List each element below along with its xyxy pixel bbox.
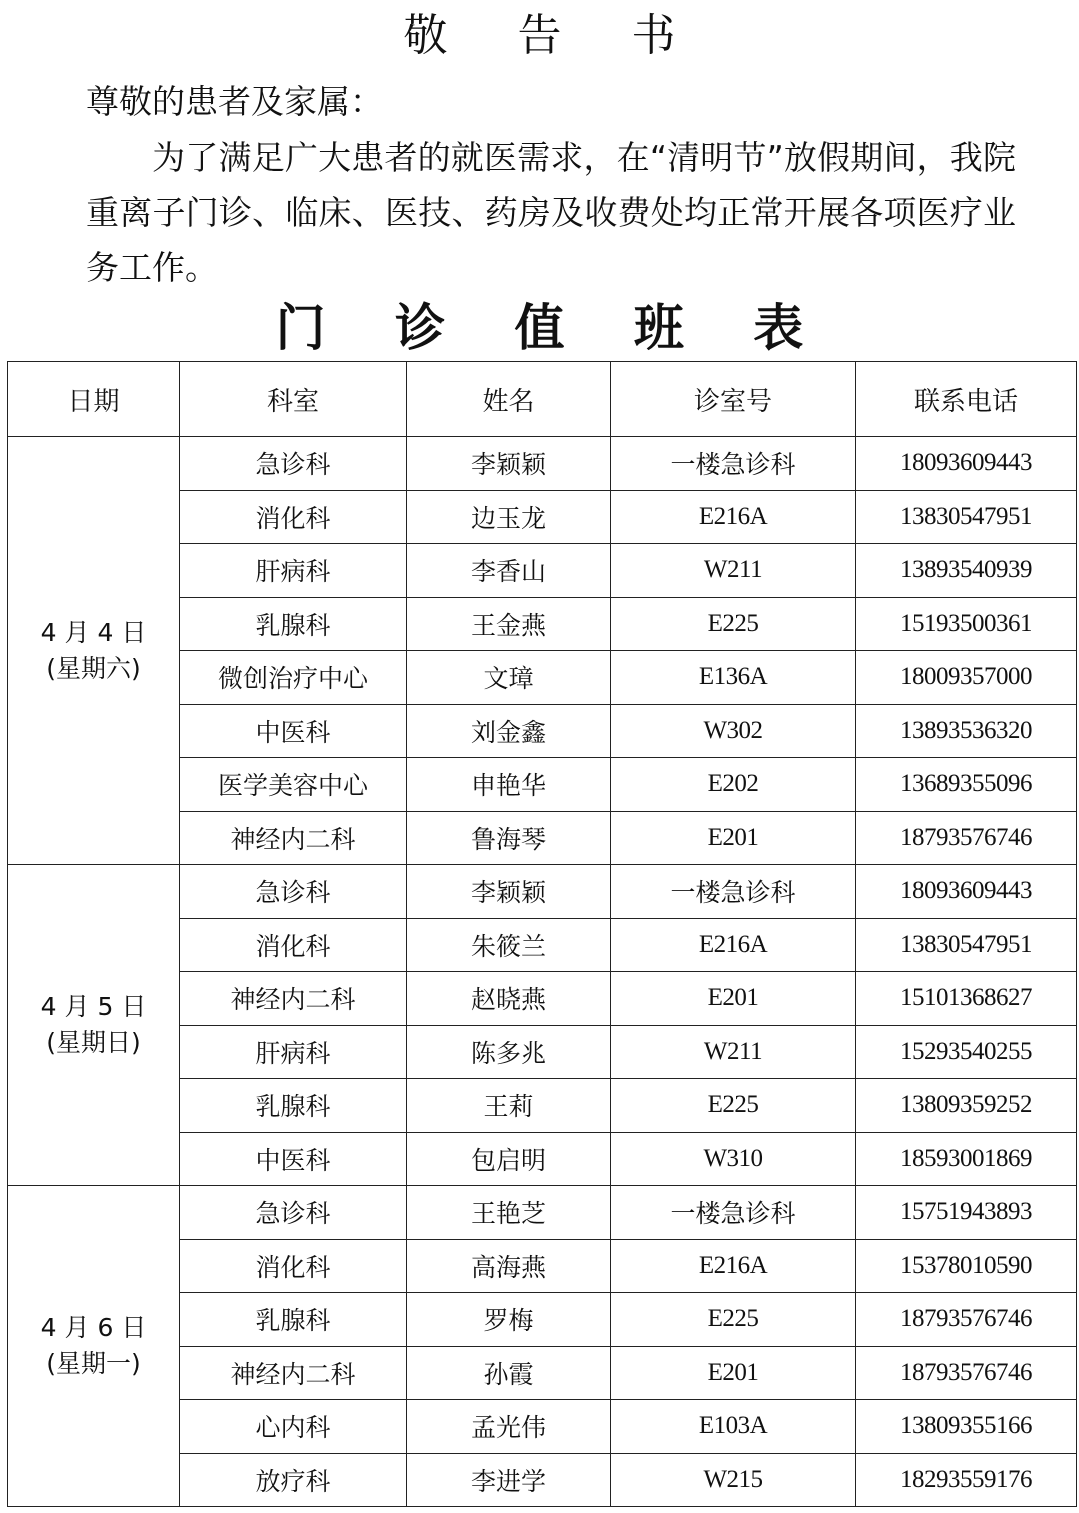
room-cell: 一楼急诊科 (611, 865, 856, 919)
room-cell: W310 (611, 1132, 856, 1186)
room-cell: E225 (611, 1293, 856, 1347)
room-cell: E202 (611, 758, 856, 812)
room-cell: 一楼急诊科 (611, 1186, 856, 1240)
room-cell: W211 (611, 1025, 856, 1079)
department-cell: 神经内二科 (180, 972, 407, 1026)
room-cell: E136A (611, 651, 856, 705)
room-cell: W215 (611, 1453, 856, 1507)
notice-body-text: 为了满足广大患者的就医需求，在“清明节”放假期间，我院重离子门诊、临床、医技、药房及收费处均正常开展各项医疗业务工作。 (86, 138, 1016, 287)
department-cell: 中医科 (180, 704, 407, 758)
header-phone: 联系电话 (856, 362, 1077, 437)
name-cell: 边玉龙 (407, 490, 611, 544)
name-cell: 王金燕 (407, 597, 611, 651)
phone-cell: 18793576746 (856, 1346, 1077, 1400)
department-cell: 乳腺科 (180, 1079, 407, 1133)
phone-cell: 15293540255 (856, 1025, 1077, 1079)
name-cell: 李进学 (407, 1453, 611, 1507)
name-cell: 包启明 (407, 1132, 611, 1186)
department-cell: 中医科 (180, 1132, 407, 1186)
name-cell: 王莉 (407, 1079, 611, 1133)
department-cell: 肝病科 (180, 544, 407, 598)
name-cell: 李香山 (407, 544, 611, 598)
table-row (8, 1186, 1077, 1240)
table-body (8, 437, 1077, 1507)
room-cell: E216A (611, 1239, 856, 1293)
name-cell: 王艳芝 (407, 1186, 611, 1240)
date-cell (8, 1186, 180, 1507)
phone-cell: 18593001869 (856, 1132, 1077, 1186)
department-cell: 神经内二科 (180, 811, 407, 865)
date-label: 4 月 6 日 (40, 1313, 147, 1342)
salutation: 尊敬的患者及家属： (86, 82, 383, 121)
room-cell: E201 (611, 972, 856, 1026)
phone-cell: 13689355096 (856, 758, 1077, 812)
department-cell: 微创治疗中心 (180, 651, 407, 705)
weekday-label: (星期日) (46, 1028, 141, 1057)
table-row (8, 437, 1077, 491)
date-cell (8, 865, 180, 1186)
department-cell: 放疗科 (180, 1453, 407, 1507)
room-cell: W211 (611, 544, 856, 598)
name-cell: 孙霞 (407, 1346, 611, 1400)
name-cell: 鲁海琴 (407, 811, 611, 865)
department-cell: 急诊科 (180, 865, 407, 919)
phone-cell: 13809355166 (856, 1400, 1077, 1454)
department-cell: 消化科 (180, 918, 407, 972)
name-cell: 高海燕 (407, 1239, 611, 1293)
phone-cell: 13893540939 (856, 544, 1077, 598)
name-cell: 李颖颖 (407, 437, 611, 491)
phone-cell: 13830547951 (856, 918, 1077, 972)
department-cell: 神经内二科 (180, 1346, 407, 1400)
header-date: 日期 (8, 362, 180, 437)
name-cell: 朱筱兰 (407, 918, 611, 972)
department-cell: 急诊科 (180, 1186, 407, 1240)
header-department: 科室 (180, 362, 407, 437)
header-room: 诊室号 (611, 362, 856, 437)
phone-cell: 15193500361 (856, 597, 1077, 651)
department-cell: 肝病科 (180, 1025, 407, 1079)
header-name: 姓名 (407, 362, 611, 437)
phone-cell: 13809359252 (856, 1079, 1077, 1133)
phone-cell: 18793576746 (856, 1293, 1077, 1347)
name-cell: 李颖颖 (407, 865, 611, 919)
department-cell: 心内科 (180, 1400, 407, 1454)
date-cell (8, 437, 180, 865)
room-cell: E103A (611, 1400, 856, 1454)
notice-body (86, 130, 1016, 295)
schedule-title: 门 诊 值 班 表 (275, 299, 830, 357)
room-cell: E225 (611, 597, 856, 651)
department-cell: 乳腺科 (180, 1293, 407, 1347)
phone-cell: 15751943893 (856, 1186, 1077, 1240)
notice-title: 敬 告 书 (403, 10, 704, 61)
room-cell: E225 (611, 1079, 856, 1133)
room-cell: E201 (611, 1346, 856, 1400)
name-cell: 赵晓燕 (407, 972, 611, 1026)
department-cell: 医学美容中心 (180, 758, 407, 812)
department-cell: 消化科 (180, 490, 407, 544)
phone-cell: 15378010590 (856, 1239, 1077, 1293)
name-cell: 申艳华 (407, 758, 611, 812)
weekday-label: (星期一) (46, 1349, 141, 1378)
table-header-row (8, 362, 1077, 437)
phone-cell: 18293559176 (856, 1453, 1077, 1507)
phone-cell: 18009357000 (856, 651, 1077, 705)
department-cell: 急诊科 (180, 437, 407, 491)
name-cell: 孟光伟 (407, 1400, 611, 1454)
date-label: 4 月 5 日 (40, 992, 147, 1021)
name-cell: 陈多兆 (407, 1025, 611, 1079)
phone-cell: 18793576746 (856, 811, 1077, 865)
room-cell: 一楼急诊科 (611, 437, 856, 491)
department-cell: 乳腺科 (180, 597, 407, 651)
phone-cell: 18093609443 (856, 865, 1077, 919)
name-cell: 罗梅 (407, 1293, 611, 1347)
date-label: 4 月 4 日 (40, 617, 147, 647)
name-cell: 刘金鑫 (407, 704, 611, 758)
phone-cell: 13830547951 (856, 490, 1077, 544)
phone-cell: 13893536320 (856, 704, 1077, 758)
weekday-label: (星期六) (46, 653, 141, 683)
room-cell: E216A (611, 490, 856, 544)
table-row (8, 865, 1077, 919)
room-cell: W302 (611, 704, 856, 758)
phone-cell: 18093609443 (856, 437, 1077, 491)
name-cell: 文璋 (407, 651, 611, 705)
duty-schedule-table (7, 361, 1077, 1507)
room-cell: E216A (611, 918, 856, 972)
room-cell: E201 (611, 811, 856, 865)
phone-cell: 15101368627 (856, 972, 1077, 1026)
department-cell: 消化科 (180, 1239, 407, 1293)
